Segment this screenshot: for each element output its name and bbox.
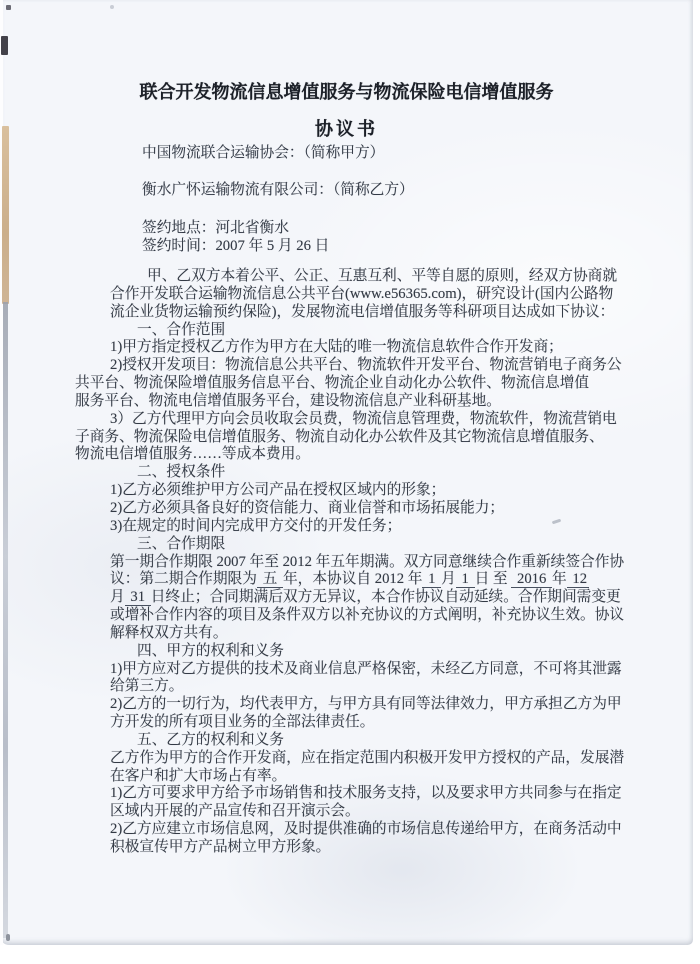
text-segment: 流企业货物运输预约保险)，发展物流电信增值服务等科研项目达成如下协议： — [110, 303, 615, 320]
body-line — [110, 714, 658, 732]
body-line — [110, 464, 658, 482]
text-segment: 四、甲方的权利和义务 — [137, 642, 284, 659]
body-line — [110, 643, 658, 661]
body-line — [110, 839, 658, 857]
scan-artifact-speck-top — [110, 5, 114, 9]
scan-artifact-gray-strip — [3, 302, 8, 938]
text-segment: 服务平台、物流电信增值服务平台，建设物流信息产业科研基地。 — [75, 392, 501, 409]
text-segment: 在客户和扩大市场占有率。 — [110, 767, 287, 784]
party-a-line: 中国物流联合运输协会：（简称甲方） — [142, 145, 385, 161]
text-segment: 方开发的所有项目业务的全部法律责任。 — [110, 714, 375, 731]
body-line — [110, 732, 658, 750]
body-line — [110, 625, 658, 643]
text-segment: 月 — [110, 589, 125, 606]
body-line — [110, 500, 658, 518]
text-segment: 合作开发联合运输物流信息公共平台(www.e56365.com)，研究设计(国内公路物 — [110, 285, 614, 302]
body-line — [110, 589, 658, 607]
scan-artifact-speck-bottomleft — [6, 934, 10, 941]
text-segment: 甲、乙双方本着公平、公正、互惠互利、平等自愿的原则，经双方协商就 — [147, 268, 618, 284]
text-segment: 二、授权条件 — [137, 464, 226, 481]
body-line — [110, 268, 658, 286]
text-segment: 五、乙方的权利和义务 — [137, 731, 284, 748]
text-segment: 2)乙方应建立市场信息网，及时提供准确的市场信息传递给甲方，在商务活动中 — [110, 821, 622, 838]
text-segment: 三、合作期限 — [137, 535, 226, 552]
body-line — [110, 518, 658, 536]
body-line — [110, 482, 658, 500]
underlined-fill-in-value: 1 — [424, 571, 440, 588]
body-line — [110, 536, 658, 554]
body-line — [110, 571, 658, 589]
text-segment: 日 至 — [474, 571, 512, 588]
text-segment: 区域内开展的产品宣传和召开演示会。 — [110, 803, 360, 820]
body-line — [75, 446, 658, 464]
underlined-fill-in-value: 五 — [258, 571, 281, 588]
text-segment: 2)乙方必须具备良好的资信能力、商业信誉和市场拓展能力； — [110, 499, 505, 516]
scan-artifact-mark-left — [1, 36, 8, 55]
text-segment: 年，本协议自 2012 年 — [282, 571, 423, 588]
body-line — [110, 750, 658, 768]
text-segment: 共平台、物流保险增值服务信息平台、物流企业自动化办公软件、物流信息增值 — [75, 375, 590, 392]
body-line — [110, 803, 658, 821]
body-line — [110, 304, 658, 322]
body-line — [110, 607, 658, 625]
text-segment: 1)乙方可要求甲方给予市场销售和技术服务支持，以及要求甲方共同参与在指定 — [110, 785, 622, 802]
text-segment: 年 — [552, 571, 567, 588]
text-segment: 3）乙方代理甲方向会员收取会员费，物流信息管理费，物流软件，物流营销电 — [110, 410, 617, 427]
body-line — [110, 678, 658, 696]
text-segment: 物流电信增值服务……等成本费用。 — [75, 446, 311, 463]
party-b-line: 衡水广怀运输物流有限公司：（简称乙方） — [142, 182, 414, 198]
body-line — [110, 357, 658, 375]
text-segment: 2)乙方的一切行为，均代表甲方，与甲方具有同等法律效力，甲方承担乙方为甲 — [110, 696, 622, 713]
text-segment: 3)在规定的时间内完成甲方交付的开发任务； — [110, 517, 402, 534]
underlined-fill-in-value: 31 — [126, 589, 149, 606]
document-title-line1: 联合开发物流信息增值服务与物流保险电信增值服务 — [139, 82, 554, 102]
body-line — [75, 375, 658, 393]
scan-artifact-speck-topleft — [6, 5, 11, 10]
body-line — [110, 411, 658, 429]
body-line — [110, 661, 658, 679]
body-line — [110, 785, 658, 803]
underlined-fill-in-value: 12 — [568, 571, 588, 588]
underlined-fill-in-value: 1 — [457, 571, 473, 588]
text-segment: 解释权双方共有。 — [110, 624, 228, 641]
text-segment: 或增补合作内容的项目及条件双方以补充协议的方式阐明，补充协议生效。协议 — [110, 607, 625, 624]
text-segment: 第一期合作期限 2007 年至 2012 年五年期满。双方同意继续合作重新续签合作协 — [110, 553, 625, 570]
body-line — [110, 554, 658, 572]
text-segment: 议：第二期合作期限为 — [110, 571, 257, 588]
text-segment: 2)授权开发项目：物流信息公共平台、物流软件开发平台、物流营销电子商务公 — [110, 357, 622, 374]
text-segment: 1)乙方必须维护甲方公司产品在授权区域内的形象； — [110, 482, 446, 499]
scan-artifact-tan-strip — [2, 126, 9, 304]
document-title-line2: 协议书 — [315, 119, 378, 139]
text-segment: 1)甲方应对乙方提供的技术及商业信息严格保密，未经乙方同意，不可将其泄露 — [110, 660, 622, 677]
body-line — [110, 322, 658, 340]
signing-place-line: 签约地点：河北省衡水 — [142, 220, 289, 236]
body-line — [110, 821, 658, 839]
signing-date-line: 签约时间：2007 年 5 月 26 日 — [142, 238, 330, 254]
text-segment: 子商务、物流保险电信增值服务、物流自动化办公软件及其它物流信息增值服务、 — [75, 428, 604, 445]
body-text-block — [75, 268, 658, 857]
body-line — [75, 429, 658, 447]
text-segment: 一、合作范围 — [137, 321, 226, 338]
text-segment: 日终止；合同期满后双方无异议，本合作协议自动延续。合作期间需变更 — [150, 589, 621, 606]
underlined-fill-in-value: 2016 — [513, 571, 551, 588]
text-segment: 月 — [441, 571, 456, 588]
text-segment: 给第三方。 — [110, 678, 184, 695]
text-segment: 1)甲方指定授权乙方作为甲方在大陆的唯一物流信息软件合作开发商； — [110, 339, 563, 356]
text-segment: 积极宣传甲方产品树立甲方形象。 — [110, 839, 331, 855]
body-line — [110, 286, 658, 304]
text-segment: 乙方作为甲方的合作开发商，应在指定范围内积极开发甲方授权的产品，发展潜 — [110, 749, 625, 766]
body-line — [110, 696, 658, 714]
body-line — [75, 393, 658, 411]
body-line — [110, 768, 658, 786]
body-line — [110, 339, 658, 357]
